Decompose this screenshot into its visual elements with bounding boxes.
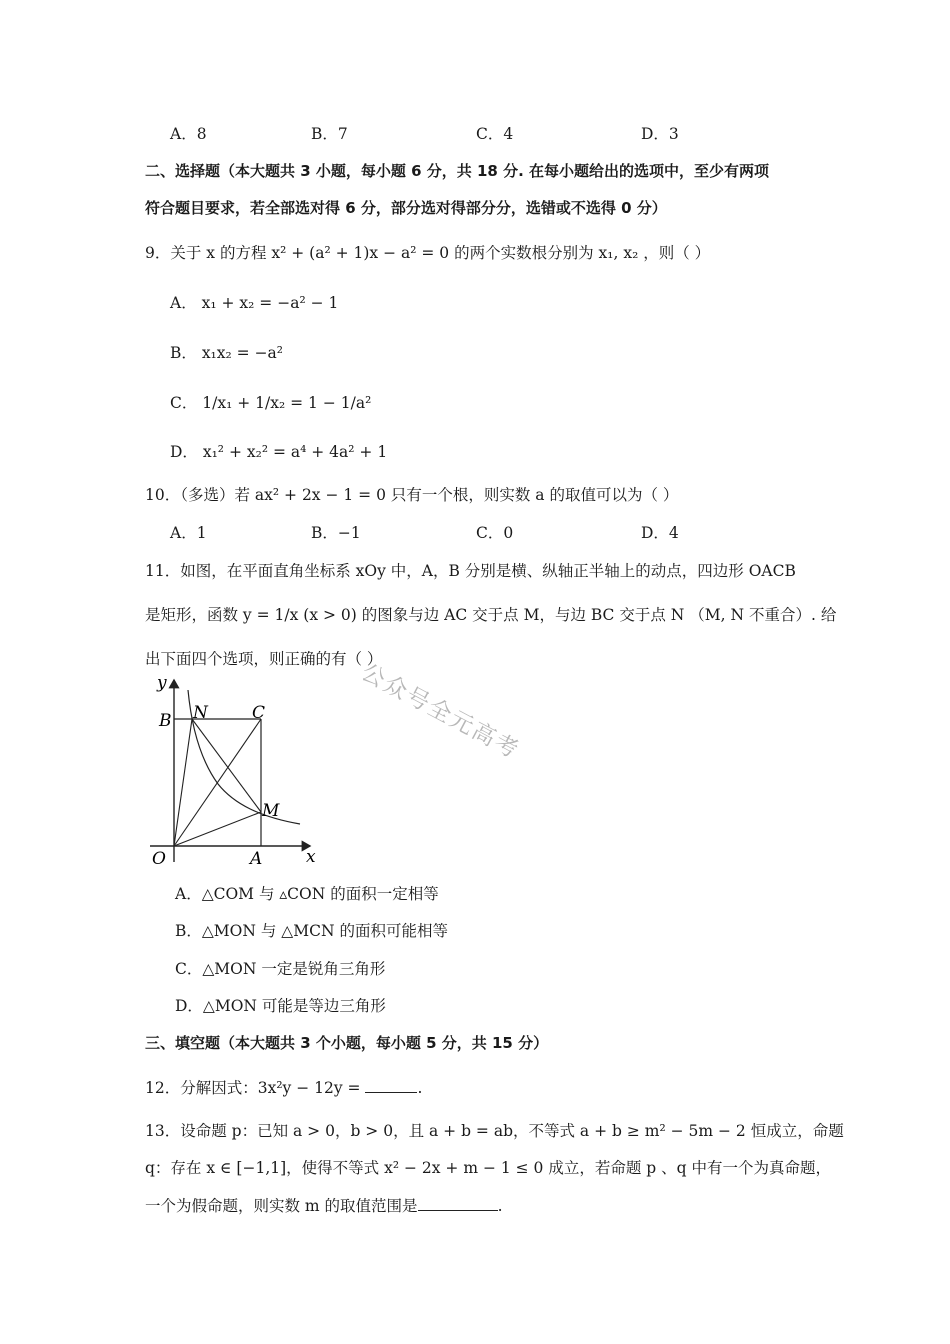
q8-option-c: C．4 [476, 125, 514, 143]
q9-option-d: D． x₁² + x₂² = a⁴ + 4a² + 1 [170, 443, 388, 461]
label-n: N [193, 703, 208, 723]
section3-heading: 三、填空题（本大题共 3 个小题，每小题 5 分，共 15 分） [145, 1034, 549, 1052]
q12-answer-blank[interactable] [365, 1076, 417, 1093]
q10-option-d: D．4 [641, 524, 679, 542]
q9-option-a: A． x₁ + x₂ = −a² − 1 [170, 294, 339, 312]
section2-heading-line2: 符合题目要求，若全部选对得 6 分，部分选对得部分分，选错或不选得 0 分） [145, 199, 667, 217]
q11-stem-line3: 出下面四个选项，则正确的有（ ） [145, 650, 383, 668]
q11-option-c: C．△MON 一定是锐角三角形 [175, 960, 386, 978]
label-o: O [152, 849, 166, 869]
q9-option-c: C． 1/x₁ + 1/x₂ = 1 − 1/a² [170, 394, 372, 412]
q11-stem-line1: 11．如图，在平面直角坐标系 xOy 中，A，B 分别是横、纵轴正半轴上的动点，四边形 OACB [145, 562, 796, 580]
q13-line3: 一个为假命题，则实数 m 的取值范围是 [145, 1197, 418, 1215]
watermark: 公众号全元高考 [356, 659, 524, 765]
q13-answer-blank[interactable] [418, 1194, 498, 1211]
q12-end: . [417, 1079, 423, 1097]
q9-option-b: B． x₁x₂ = −a² [170, 344, 284, 362]
q8-option-b: B．7 [311, 125, 348, 143]
label-y: y [157, 673, 167, 693]
q12-stem: 12．分解因式：3x²y − 12y = [145, 1079, 366, 1097]
label-m: M [262, 801, 280, 821]
label-a: A [250, 849, 263, 869]
q11-option-d: D．△MON 可能是等边三角形 [175, 997, 386, 1015]
q13-line2: q：存在 x ∈ [−1,1]，使得不等式 x² − 2x + m − 1 ≤ 0 成立，若命题 p 、q 中有一个为真命题， [145, 1159, 831, 1177]
label-b: B [159, 711, 172, 731]
q11-stem-line2: 是矩形，函数 y = 1/x (x > 0) 的图象与边 AC 交于点 M，与边 BC 交于点 N （M, N 不重合）. 给 [145, 606, 837, 624]
q8-option-d: D．3 [641, 125, 679, 143]
q12-line [145, 1076, 422, 1099]
q10-option-a: A．1 [170, 524, 207, 542]
q10-stem: 10．（多选）若 ax² + 2x − 1 = 0 只有一个根，则实数 a 的取值可以为（ ） [145, 486, 679, 504]
label-c: C [252, 703, 266, 723]
q11-option-a: A．△COM 与 ▵CON 的面积一定相等 [175, 885, 439, 903]
q11-option-b: B．△MON 与 △MCN 的面积可能相等 [175, 922, 448, 940]
q13-line1: 13．设命题 p：已知 a > 0，b > 0，且 a + b = ab，不等式 a + b ≥ m² − 5m − 2 恒成立，命题 [145, 1122, 844, 1140]
q8-option-a: A．8 [170, 125, 207, 143]
q9-stem: 9．关于 x 的方程 x² + (a² + 1)x − a² = 0 的两个实数根分别为 x₁, x₂ ，则（ ） [145, 244, 711, 262]
q10-option-c: C．0 [476, 524, 514, 542]
q13-end: . [497, 1197, 503, 1215]
q10-option-b: B．−1 [311, 524, 361, 542]
section2-heading-line1: 二、选择题（本大题共 3 小题，每小题 6 分，共 18 分. 在每小题给出的选项中，至少有两项 [145, 162, 770, 180]
q13-line3-wrap [145, 1194, 503, 1217]
label-x: x [306, 847, 316, 867]
q11-figure [140, 672, 330, 872]
